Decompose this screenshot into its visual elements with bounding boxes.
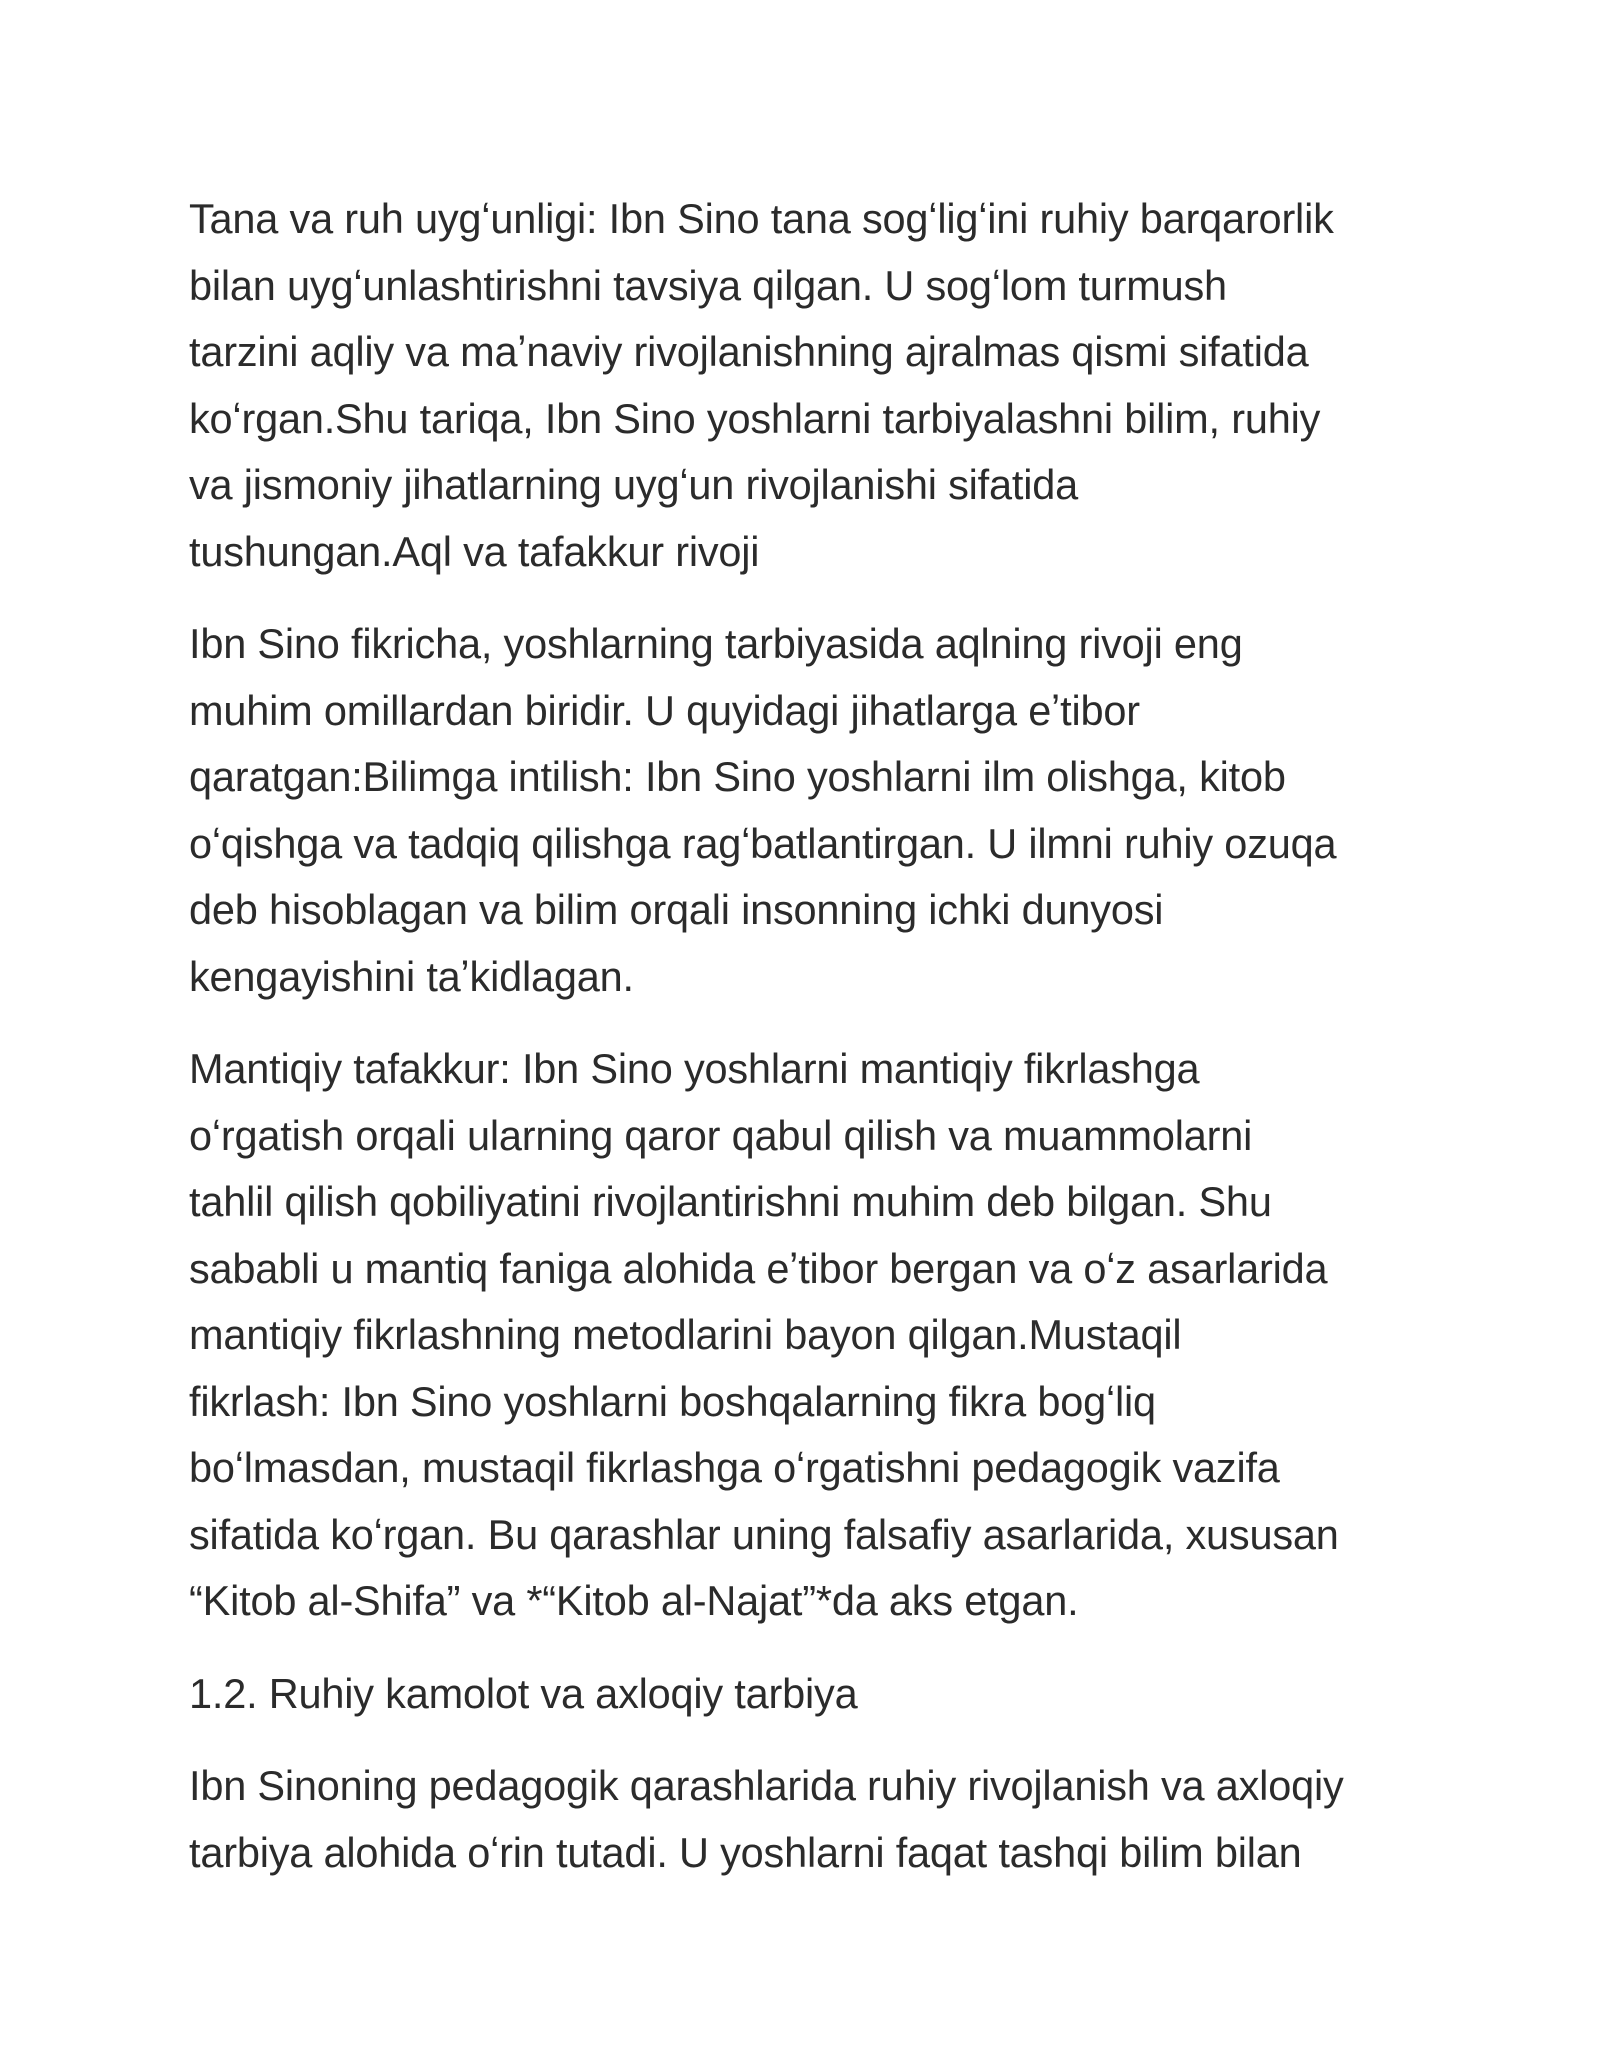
paragraph-aql-rivoji: Ibn Sino fikricha, yoshlarning tarbiyasida aqlning rivoji eng muhim omillardan biridir. U quyidagi jihatlarga eʼtibor qaratgan:Bilimga intilish: Ibn Sino yoshlarni ilm olishga, kitob oʻqishga va tadqiq qilishga ragʻbatlantirgan. U ilmni ruhiy ozuqa deb hisoblagan va bilim orqali insonning ichki dunyosi kengayishini taʼkidlagan. bbox=[189, 620, 1337, 1000]
paragraph-ruhiy-kamolot: Ibn Sinoning pedagogik qarashlarida ruhiy rivojlanish va axloqiy tarbiya alohida oʻrin tutadi. U yoshlarni faqat tashqi bilim bilan bbox=[189, 1762, 1344, 1876]
paragraph-tana-va-ruh: Tana va ruh uygʻunligi: Ibn Sino tana sogʻligʻini ruhiy barqarorlik bilan uygʻunlashtirishni tavsiya qilgan. U sogʻlom turmush tarzini aqliy va maʼnaviy rivojlanishning ajralmas qismi sifatida koʻrgan.Shu tariqa, Ibn Sino yoshlarni tarbiyalashni bilim, ruhiy va jismoniy jihatlarning uygʻun rivojlanishi sifatida tushungan.Aql va tafakkur rivoji bbox=[189, 195, 1334, 575]
section-heading: 1.2. Ruhiy kamolot va axloqiy tarbiya bbox=[189, 1669, 858, 1717]
document-body bbox=[189, 186, 1419, 1912]
paragraph-mantiqiy-tafakkur: Mantiqiy tafakkur: Ibn Sino yoshlarni mantiqiy fikrlashga oʻrgatish orqali ularning qaror qabul qilish va muammolarni tahlil qilish qobiliyatini rivojlantirishni muhim deb bilgan. Shu sababli u mantiq faniga alohida eʼtibor bergan va oʻz asarlarida mantiqiy fikrlashning metodlarini bayon qilgan.Mustaqil fikrlash: Ibn Sino yoshlarni boshqalarning fikra bogʻliq boʻlmasdan, mustaqil fikrlashga oʻrgatishni pedagogik vazifa sifatida koʻrgan. Bu qarashlar uning falsafiy asarlarida, xususan “Kitob al-Shifa” va *“Kitob al-Najat”*da aks etgan. bbox=[189, 1045, 1339, 1624]
